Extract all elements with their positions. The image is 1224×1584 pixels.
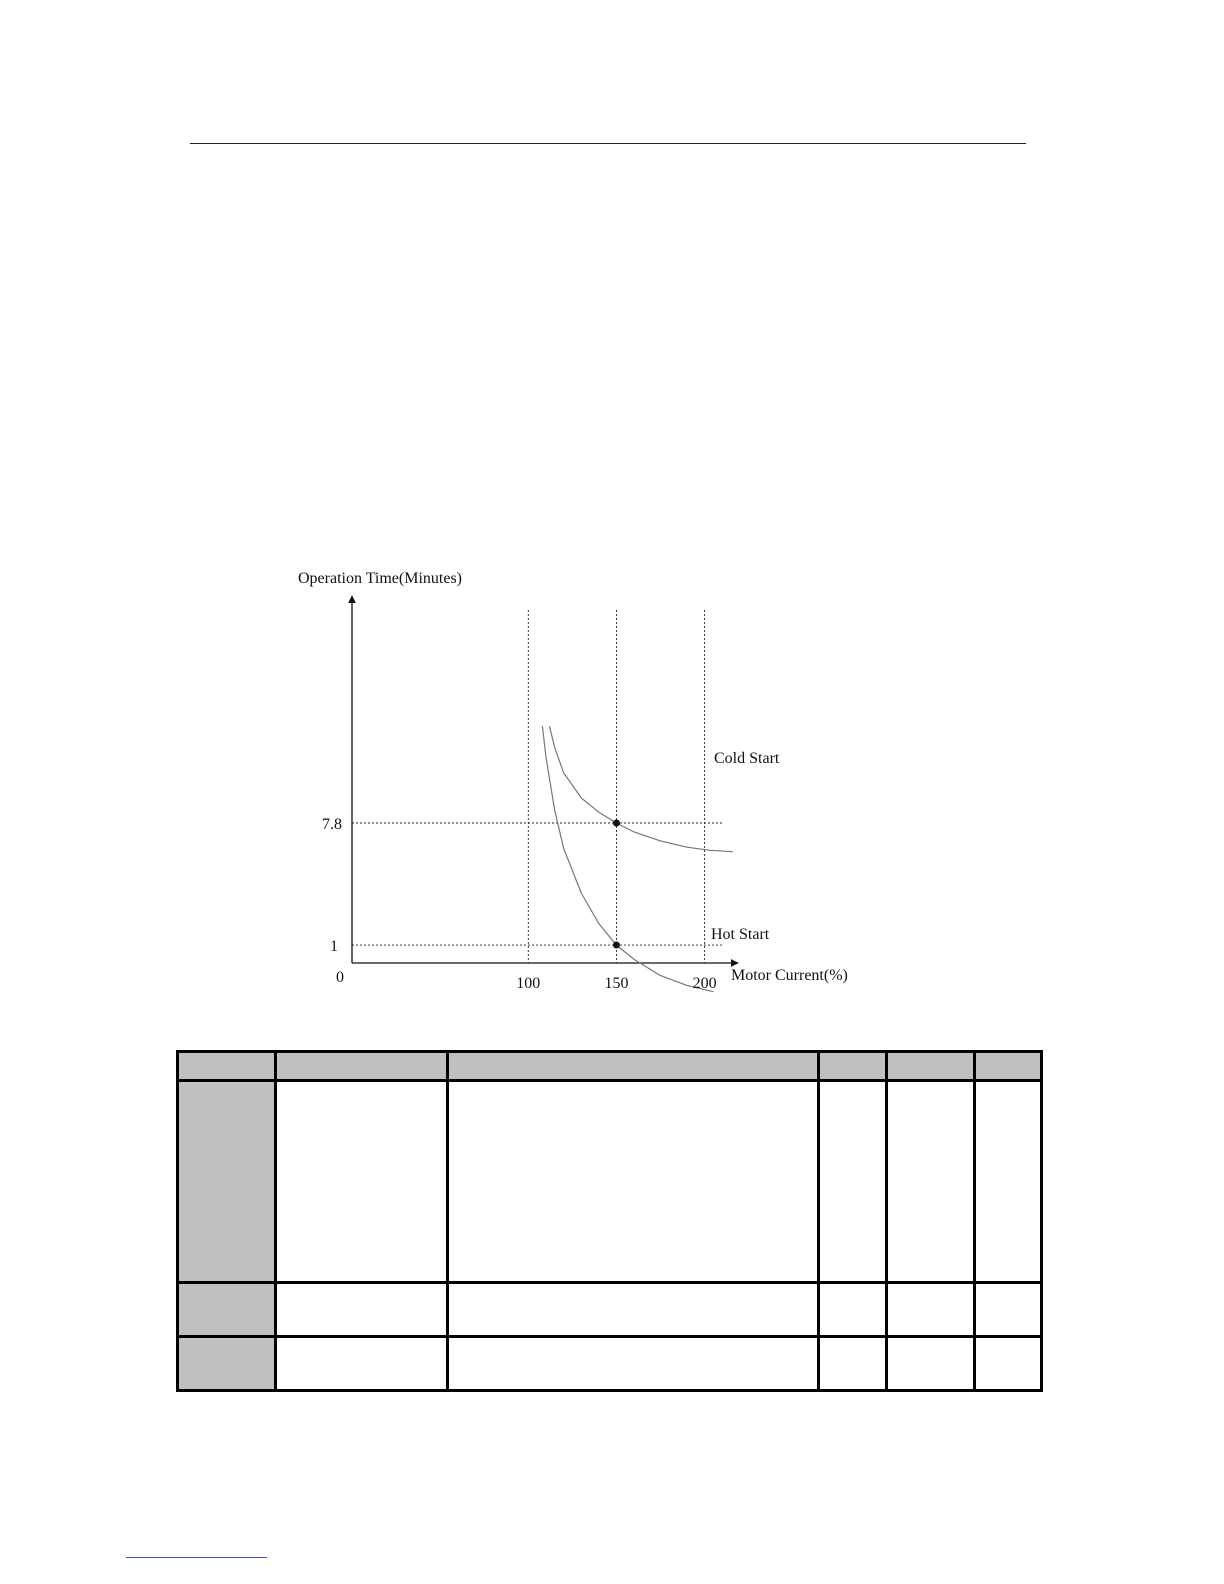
table-cell: [819, 1080, 887, 1282]
x-tick-150: 150: [604, 975, 629, 992]
table-cell: [819, 1336, 887, 1390]
header-rule: [190, 143, 1026, 144]
table-cell: [975, 1080, 1042, 1282]
parameter-table: [176, 1050, 1043, 1392]
header-cell: [448, 1052, 819, 1081]
hot-start-marker: [613, 942, 620, 949]
hot-start-curve: [542, 726, 713, 992]
legend-cold-start: Cold Start: [714, 750, 780, 767]
header-cell: [178, 1052, 276, 1081]
table-cell: [887, 1080, 975, 1282]
table-cell-code: [178, 1336, 276, 1390]
legend-hot-start: Hot Start: [711, 926, 770, 943]
y-tick-7-8: 7.8: [322, 815, 342, 833]
x-axis-label: Motor Current(%): [731, 967, 848, 984]
table-cell: [448, 1080, 819, 1282]
table-cell: [276, 1080, 448, 1282]
table-cell: [448, 1282, 819, 1336]
table-cell: [276, 1282, 448, 1336]
footer-link-underline: [126, 1557, 267, 1558]
overload-chart: [280, 560, 900, 1020]
x-tick-100: 100: [516, 975, 541, 992]
header-cell: [819, 1052, 887, 1081]
cold-start-marker: [613, 819, 620, 826]
origin-label: 0: [336, 969, 344, 986]
table-cell: [276, 1336, 448, 1390]
cold-start-curve: [550, 726, 733, 852]
y-tick-1: 1: [330, 938, 338, 956]
table-row: [178, 1282, 1042, 1336]
table-cell: [887, 1282, 975, 1336]
x-tick-200: 200: [692, 975, 717, 992]
table-cell: [819, 1282, 887, 1336]
table-header-row: [178, 1052, 1042, 1081]
header-cell: [975, 1052, 1042, 1081]
table-cell-code: [178, 1282, 276, 1336]
header-cell: [276, 1052, 448, 1081]
table-row: [178, 1080, 1042, 1282]
table-cell: [887, 1336, 975, 1390]
table-row: [178, 1336, 1042, 1390]
table-cell: [975, 1336, 1042, 1390]
y-axis-label: Operation Time(Minutes): [298, 570, 462, 587]
header-cell: [887, 1052, 975, 1081]
table-cell: [448, 1336, 819, 1390]
reference-lines: [352, 610, 722, 963]
table-cell: [975, 1282, 1042, 1336]
table-cell-code: [178, 1080, 276, 1282]
